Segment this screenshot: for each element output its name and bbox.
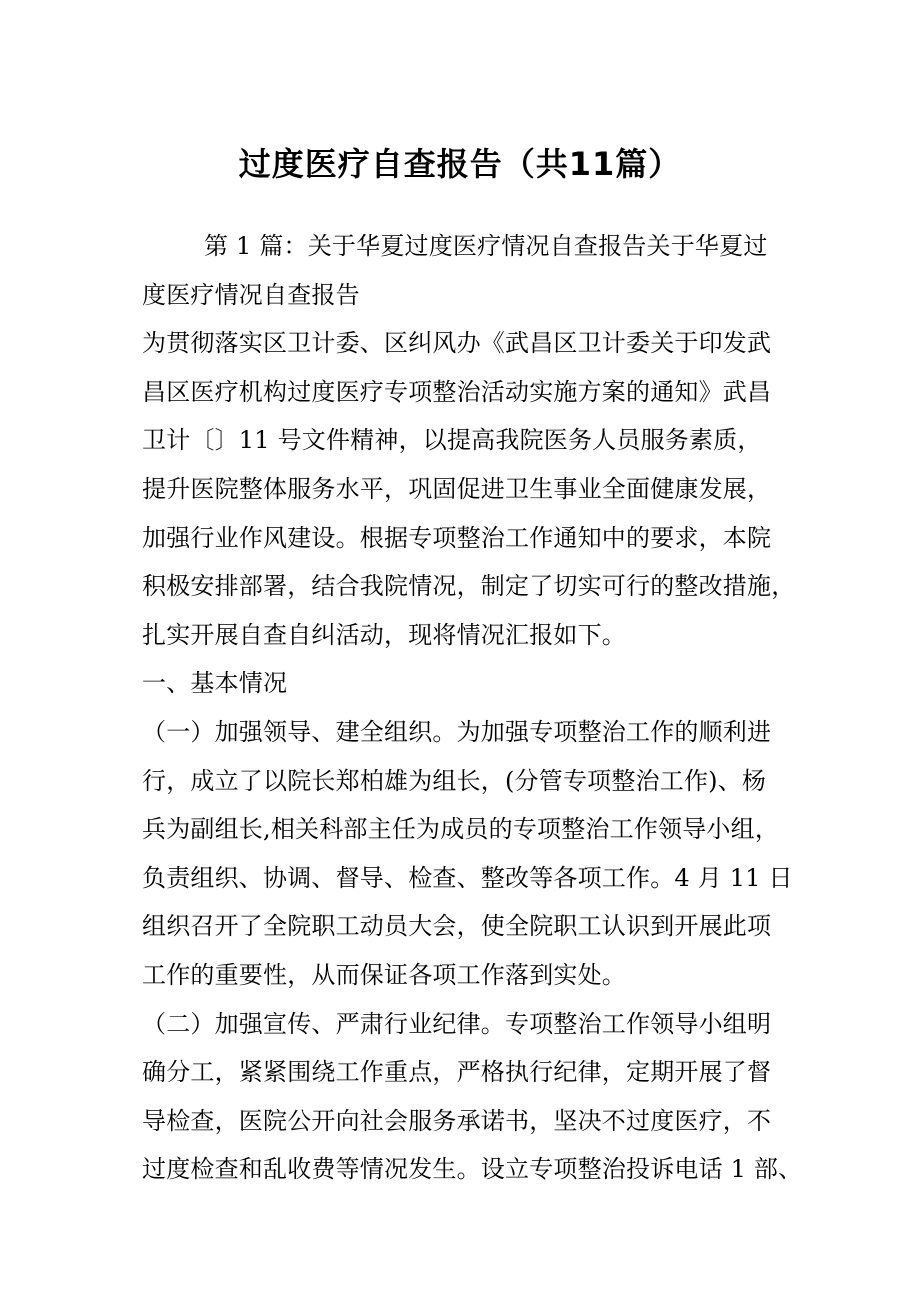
text-line: 提升医院整体服务水平，巩固促进卫生事业全面健康发展， — [142, 474, 772, 503]
section-heading: 一、基本情况 — [142, 669, 288, 698]
text-line: 负责组织、协调、督导、检查、整改等各项工作。4 月 11 日 — [142, 863, 793, 892]
text-line: （一）加强领导、建全组织。为加强专项整治工作的顺利进 — [142, 717, 772, 746]
text-line: 度医疗情况自查报告 — [142, 280, 360, 309]
text-line: 第 1 篇：关于华夏过度医疗情况自查报告关于华夏过 — [204, 232, 768, 260]
text-line: 昌区医疗机构过度医疗专项整治活动实施方案的通知》武昌 — [142, 377, 772, 406]
text-line: 加强行业作风建设。根据专项整治工作通知中的要求，本院 — [142, 523, 772, 552]
text-line: 兵为副组长,相关科部主任为成员的专项整治工作领导小组， — [142, 815, 780, 844]
text-line: （二）加强宣传、严肃行业纪律。专项整治工作领导小组明 — [142, 1009, 772, 1038]
text-line: 积极安排部署，结合我院情况，制定了切实可行的整改措施， — [142, 572, 796, 601]
text-line: 过度检查和乱收费等情况发生。设立专项整治投诉电话 1 部、 — [142, 1155, 803, 1184]
text-line: 工作的重要性，从而保证各项工作落到实处。 — [142, 960, 626, 989]
text-line: 扎实开展自查自纠活动，现将情况汇报如下。 — [142, 620, 626, 649]
text-line: 组织召开了全院职工动员大会，使全院职工认识到开展此项 — [142, 912, 772, 941]
text-line: 卫计〔〕11 号文件精神，以提高我院医务人员服务素质， — [142, 426, 762, 455]
text-line: 行，成立了以院长郑柏雄为组长，(分管专项整治工作)、杨 — [142, 766, 767, 795]
text-line: 导检查，医院公开向社会服务承诺书，坚决不过度医疗，不 — [142, 1106, 772, 1135]
document-title: 过度医疗自查报告（共11篇） — [238, 145, 682, 183]
text-line: 确分工，紧紧围绕工作重点，严格执行纪律，定期开展了督 — [142, 1058, 772, 1087]
text-line: 为贯彻落实区卫计委、区纠风办《武昌区卫计委关于印发武 — [142, 329, 772, 358]
document-body — [142, 222, 803, 1194]
